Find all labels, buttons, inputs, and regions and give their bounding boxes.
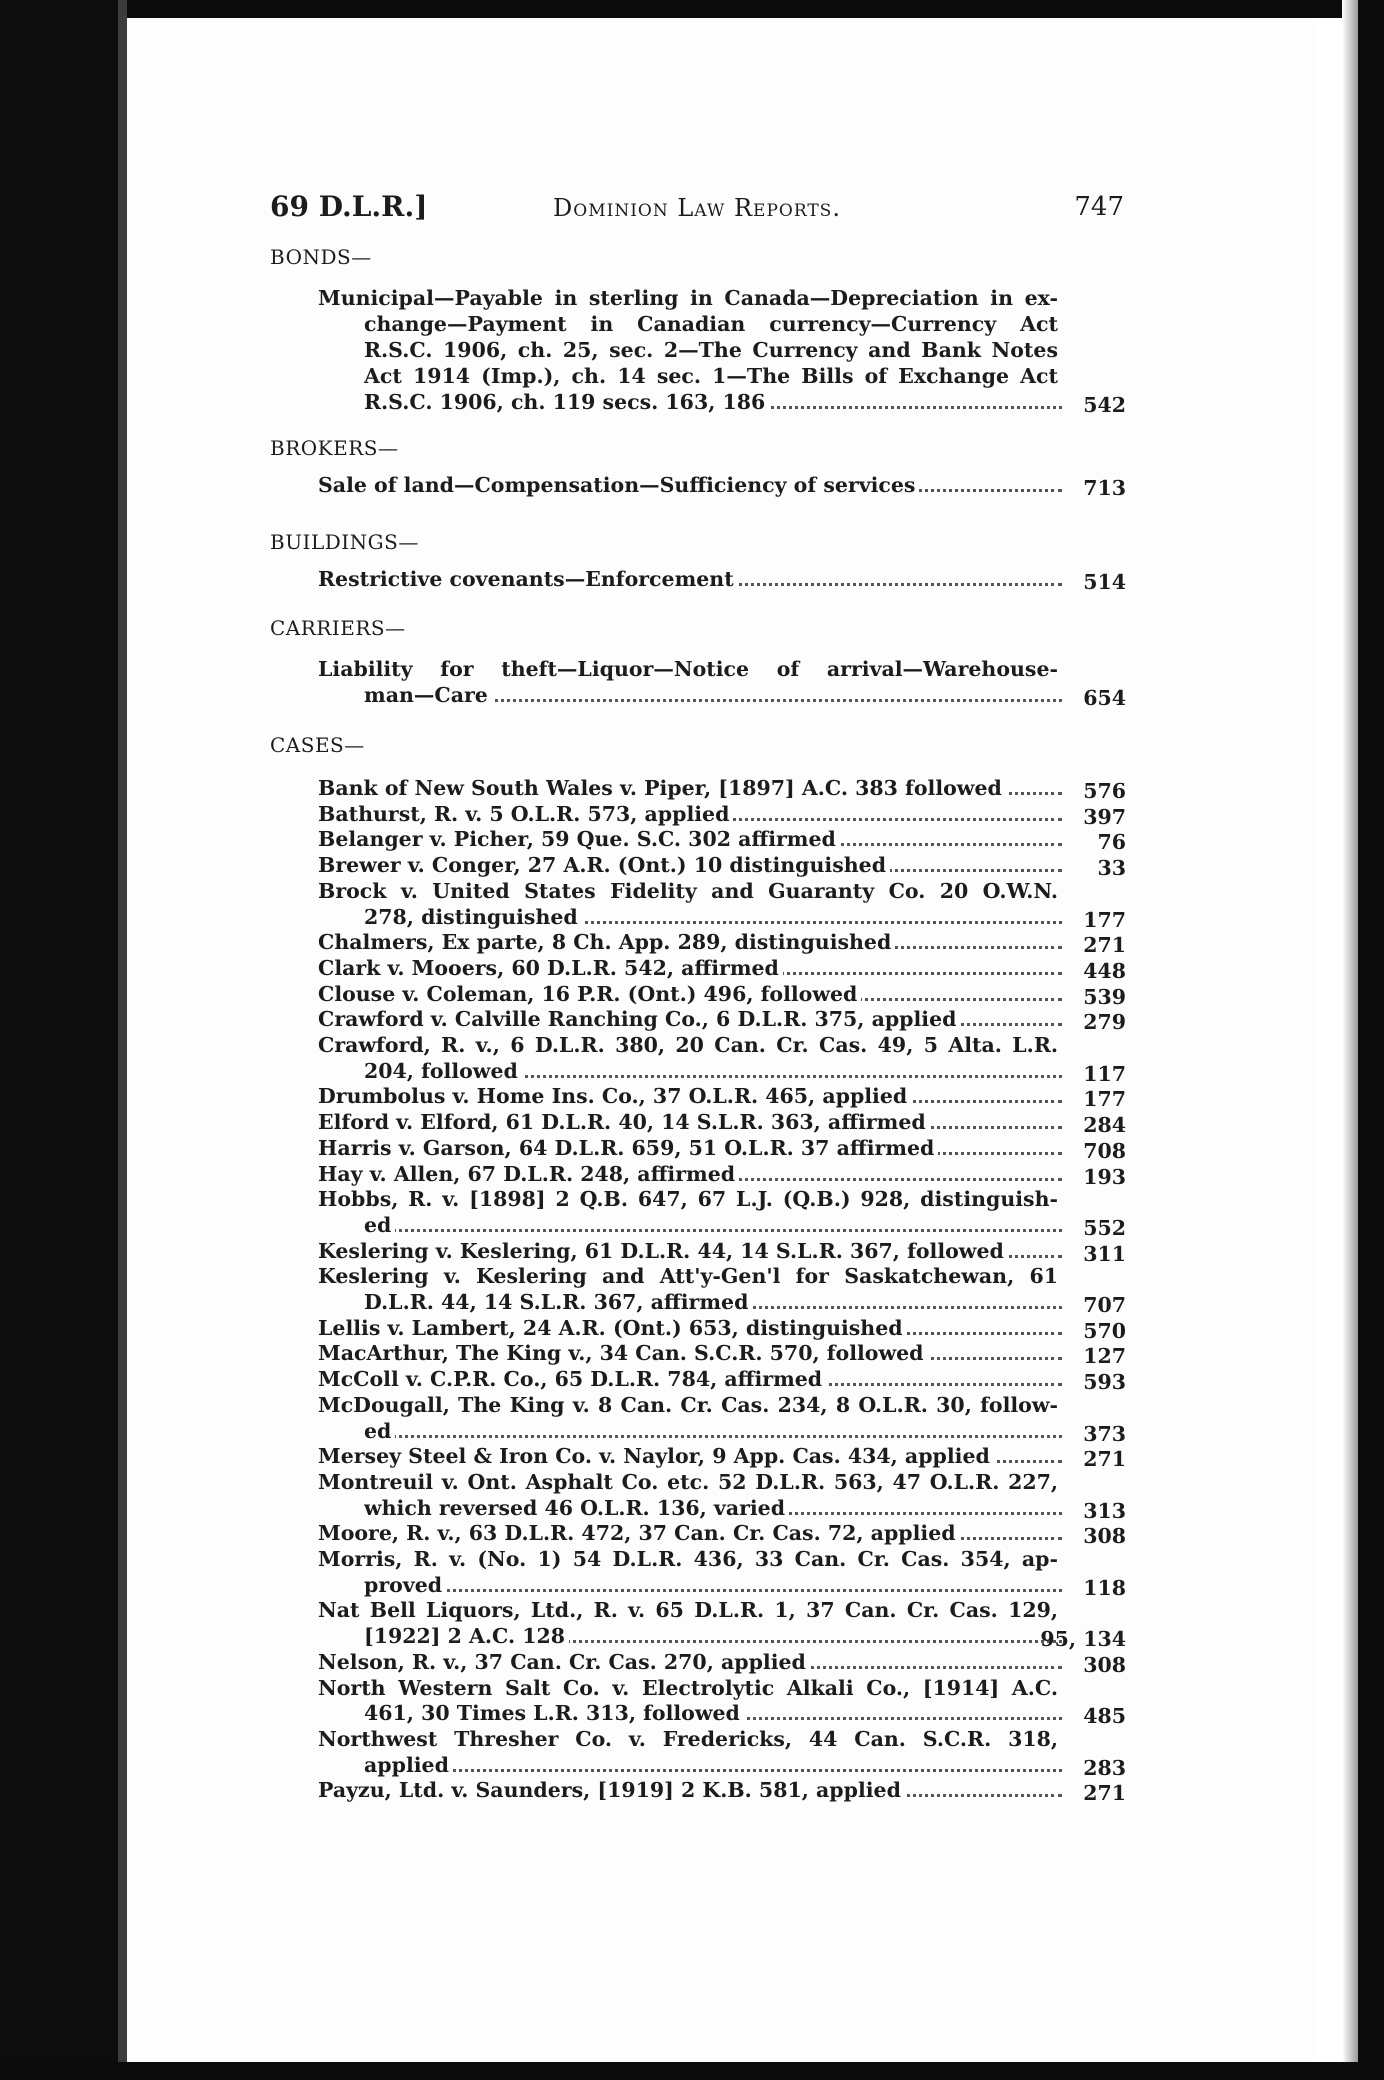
index-entry-line [318,1777,1062,1803]
dot-leader [364,1589,1062,1592]
entry-page-number: 127 [1083,1344,1126,1368]
index-entry-line [318,1238,1062,1264]
entry-page-number: 193 [1083,1165,1126,1189]
entry-page-number: 271 [1083,933,1126,957]
entry-page-number: 313 [1083,1499,1126,1523]
index-entry-line-wrapped [318,1675,1062,1701]
index-entry-line [364,1623,1062,1649]
index-entry-line-wrapped [318,1186,1062,1212]
index-entry-line [364,1418,1062,1444]
dot-leader [364,1229,1062,1232]
index-entry-line [318,1083,1062,1109]
entry-text: Montreuil v. Ont. Asphalt Co. etc. 52 D.L.R. 563, 47 O.L.R. 227, [318,1470,1062,1494]
index-entry-line-wrapped [318,1263,1062,1289]
section-heading: CASES— [270,733,365,757]
index-entry-line [364,1495,1062,1521]
entry-text: Bank of New South Wales v. Piper, [1897] A.C. 383 followed [318,776,1006,800]
entry-text: which reversed 46 O.L.R. 136, varied [364,1496,789,1520]
index-entry-line [318,1340,1062,1366]
index-entry-line [318,1161,1062,1187]
entry-text: Act 1914 (Imp.), ch. 14 sec. 1—The Bills of Exchange Act [364,364,1062,388]
index-entry-line [364,1212,1062,1238]
entry-text: R.S.C. 1906, ch. 25, sec. 2—The Currency and Bank Notes [364,338,1062,362]
index-entry-line [318,1315,1062,1341]
index-entry-line-wrapped [318,1032,1062,1058]
index-entry-line [318,929,1062,955]
entry-text: Hobbs, R. v. [1898] 2 Q.B. 647, 67 L.J. (Q.B.) 928, distinguish- [318,1187,1062,1211]
index-entry-line [318,1649,1062,1675]
section-heading: CARRIERS— [270,616,406,640]
dot-leader [364,1435,1062,1438]
index-entry-line [318,981,1062,1007]
entry-page-number: 514 [1083,570,1126,594]
entry-page-number: 177 [1083,908,1126,932]
entry-text: applied [364,1753,453,1777]
index-entry-line [364,389,1062,415]
index-entry-line [318,566,1062,592]
entry-text: Keslering v. Keslering, 61 D.L.R. 44, 14 S.L.R. 367, followed [318,1239,1008,1263]
index-entry-line [364,1058,1062,1084]
entry-page-number: 397 [1083,805,1126,829]
index-entry-line [318,1443,1062,1469]
entry-text: Restrictive covenants—Enforcement [318,567,738,591]
index-entry-line [318,852,1062,878]
dot-leader [364,1769,1062,1772]
entry-text: Belanger v. Picher, 59 Que. S.C. 302 affirmed [318,827,840,851]
entry-text: Crawford v. Calville Ranching Co., 6 D.L.R. 375, applied [318,1007,960,1031]
entry-text: Nelson, R. v., 37 Can. Cr. Cas. 270, applied [318,1650,810,1674]
entry-text: 278, distinguished [364,905,582,929]
entry-text: Chalmers, Ex parte, 8 Ch. App. 289, distinguished [318,930,895,954]
entry-text: Nat Bell Liquors, Ltd., R. v. 65 D.L.R. 1, 37 Can. Cr. Cas. 129, [318,1598,1062,1622]
entry-text: Harris v. Garson, 64 D.L.R. 659, 51 O.L.R. 37 affirmed [318,1136,938,1160]
entry-text: R.S.C. 1906, ch. 119 secs. 163, 186 [364,390,769,414]
entry-text: Sale of land—Compensation—Sufficiency of services [318,473,919,497]
index-entry-line-wrapped [364,363,1062,389]
entry-text: Bathurst, R. v. 5 O.L.R. 573, applied [318,802,733,826]
entry-text: Brewer v. Conger, 27 A.R. (Ont.) 10 distinguished [318,853,890,877]
index-entry-line [364,1289,1062,1315]
section-heading: BONDS— [270,245,372,269]
entry-text: Liability for theft—Liquor—Notice of arrival—Warehouse- [318,657,1062,681]
index-entry-line-wrapped [318,656,1062,682]
entry-page-number: 570 [1083,1319,1126,1343]
entry-text: Clark v. Mooers, 60 D.L.R. 542, affirmed [318,956,783,980]
index-entry-line [364,1572,1062,1598]
entry-text: McColl v. C.P.R. Co., 65 D.L.R. 784, affirmed [318,1367,826,1391]
index-entry-line [318,775,1062,801]
entry-page-number: 118 [1083,1576,1126,1600]
entry-text: Keslering v. Keslering and Att'y-Gen'l for Saskatchewan, 61 [318,1264,1062,1288]
index-entry-line-wrapped [364,337,1062,363]
scan-border-right [1358,0,1384,2080]
entry-page-number: 271 [1083,1781,1126,1805]
entry-text: 204, followed [364,1059,522,1083]
page-number: 747 [1074,192,1124,222]
running-header [270,190,1124,230]
entry-text: proved [364,1573,446,1597]
entry-text: Brock v. United States Fidelity and Guaranty Co. 20 O.W.N. [318,879,1062,903]
entry-text: 461, 30 Times L.R. 313, followed [364,1701,744,1725]
entry-page-number: 542 [1083,393,1126,417]
entry-page-number: 284 [1083,1113,1126,1137]
scan-border-left [0,0,124,2080]
entry-text: Crawford, R. v., 6 D.L.R. 380, 20 Can. Cr. Cas. 49, 5 Alta. L.R. [318,1033,1062,1057]
scan-border-bottom [0,2062,1384,2080]
index-entry-line-wrapped [364,311,1062,337]
index-entry-line [318,826,1062,852]
entry-text: North Western Salt Co. v. Electrolytic Alkali Co., [1914] A.C. [318,1676,1062,1700]
section-heading: BROKERS— [270,436,399,460]
entry-text: Lellis v. Lambert, 24 A.R. (Ont.) 653, distinguished [318,1316,907,1340]
entry-page-number: 308 [1083,1653,1126,1677]
entry-text: ed [364,1419,395,1443]
entry-text: Morris, R. v. (No. 1) 54 D.L.R. 436, 33 Can. Cr. Cas. 354, ap- [318,1547,1062,1571]
entry-page-number: 485 [1083,1704,1126,1728]
entry-page-number: 33 [1097,856,1126,880]
index-entry-line-wrapped [318,1469,1062,1495]
index-entry-line-wrapped [318,1726,1062,1752]
entry-text: Payzu, Ltd. v. Saunders, [1919] 2 K.B. 581, applied [318,1778,905,1802]
index-entry-line [318,1520,1062,1546]
index-entry-line [318,1109,1062,1135]
entry-page-number: 539 [1083,985,1126,1009]
entry-page-number: 448 [1083,959,1126,983]
entry-page-number: 707 [1083,1293,1126,1317]
index-entry-line [318,955,1062,981]
entry-page-number: 576 [1083,779,1126,803]
entry-page-number: 311 [1083,1242,1126,1266]
entry-text: [1922] 2 A.C. 128 [364,1624,569,1648]
index-entry-line [318,472,1062,498]
entry-text: Municipal—Payable in sterling in Canada—Depreciation in ex- [318,286,1062,310]
entry-page-number: 76 [1097,830,1126,854]
scan-binding-edge [118,0,127,2080]
scan-page-edge-shadow [1342,0,1358,2080]
section-heading: BUILDINGS— [270,530,419,554]
index-entry-line-wrapped [318,285,1062,311]
index-entry-line-wrapped [318,1546,1062,1572]
entry-page-number: 271 [1083,1447,1126,1471]
index-entry-line [364,904,1062,930]
index-entry-line [318,1135,1062,1161]
entry-page-number: 654 [1083,686,1126,710]
entry-page-number: 308 [1083,1524,1126,1548]
index-entry-line [318,1006,1062,1032]
index-entry-line [318,1366,1062,1392]
entry-page-number: 95, 134 [1040,1627,1126,1651]
entry-text: ed [364,1213,395,1237]
entry-text: Mersey Steel & Iron Co. v. Naylor, 9 App. Cas. 434, applied [318,1444,994,1468]
entry-text: change—Payment in Canadian currency—Currency Act [364,312,1062,336]
entry-text: McDougall, The King v. 8 Can. Cr. Cas. 234, 8 O.L.R. 30, follow- [318,1393,1062,1417]
entry-page-number: 279 [1083,1010,1126,1034]
scan-border-top [0,0,1384,18]
entry-page-number: 593 [1083,1370,1126,1394]
entry-text: Drumbolus v. Home Ins. Co., 37 O.L.R. 465, applied [318,1084,911,1108]
entry-page-number: 373 [1083,1422,1126,1446]
entry-text: Hay v. Allen, 67 D.L.R. 248, affirmed [318,1162,739,1186]
index-entry-line-wrapped [318,1597,1062,1623]
entry-text: Elford v. Elford, 61 D.L.R. 40, 14 S.L.R. 363, affirmed [318,1110,930,1134]
entry-page-number: 713 [1083,476,1126,500]
index-entry-line-wrapped [318,878,1062,904]
entry-text: Moore, R. v., 63 D.L.R. 472, 37 Can. Cr. Cas. 72, applied [318,1521,960,1545]
index-entry-line [364,682,1062,708]
entry-page-number: 117 [1083,1062,1126,1086]
entry-text: D.L.R. 44, 14 S.L.R. 367, affirmed [364,1290,752,1314]
publication-title: Dominion Law Reports. [553,194,841,222]
entry-page-number: 177 [1083,1087,1126,1111]
index-entry-line-wrapped [318,1392,1062,1418]
entry-text: man—Care [364,683,492,707]
volume-label: 69 D.L.R.] [270,190,428,223]
entry-text: MacArthur, The King v., 34 Can. S.C.R. 570, followed [318,1341,928,1365]
index-entry-line [364,1700,1062,1726]
entry-page-number: 552 [1083,1216,1126,1240]
index-entry-line [318,801,1062,827]
entry-text: Clouse v. Coleman, 16 P.R. (Ont.) 496, followed [318,982,861,1006]
entry-text: Northwest Thresher Co. v. Fredericks, 44 Can. S.C.R. 318, [318,1727,1062,1751]
entry-page-number: 283 [1083,1756,1126,1780]
index-entry-line [364,1752,1062,1778]
entry-page-number: 708 [1083,1139,1126,1163]
